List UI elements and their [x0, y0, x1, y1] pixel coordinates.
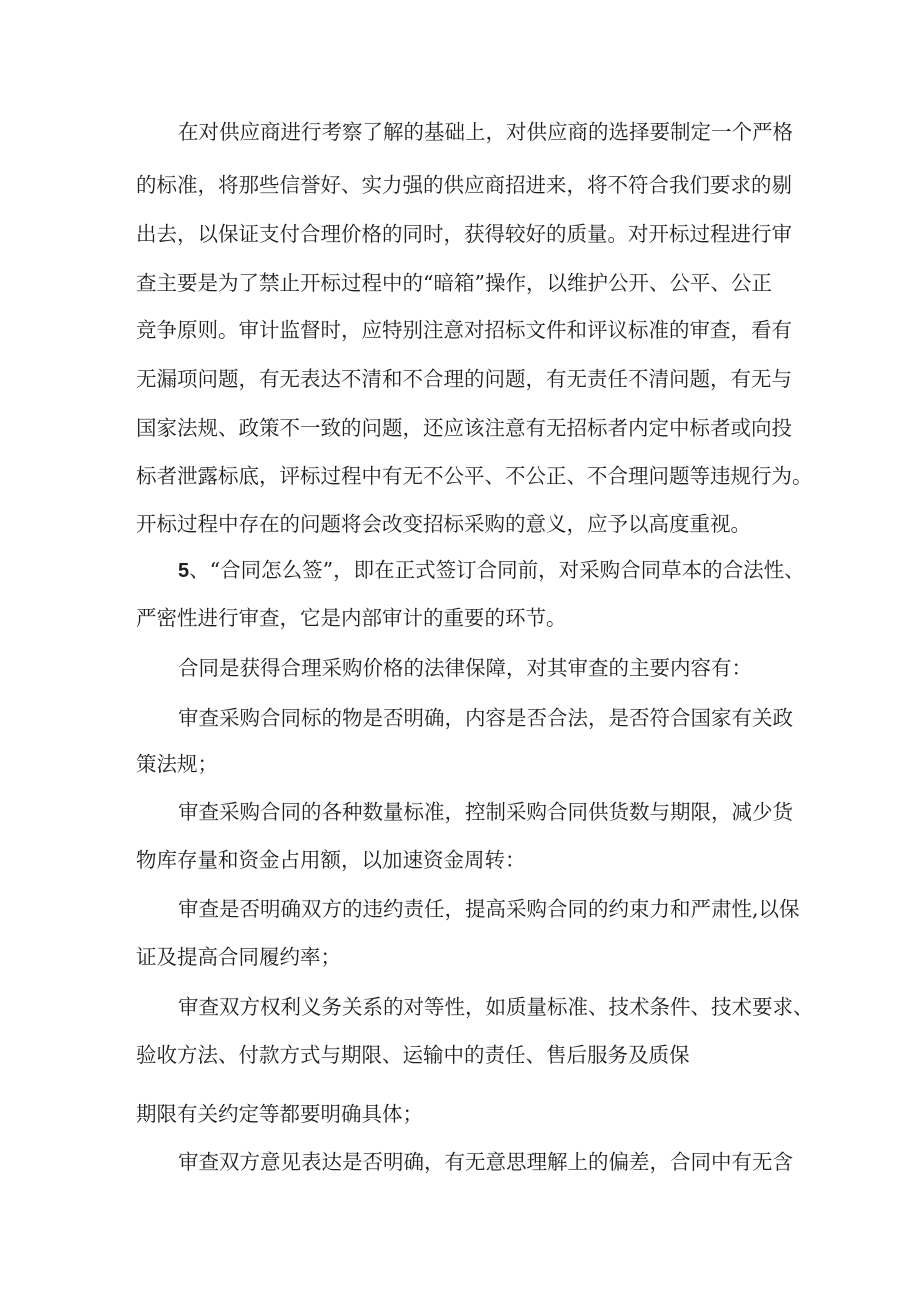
- paragraph-line: 审查双方意见表达是否明确，有无意思理解上的偏差，合同中有无含: [178, 1150, 793, 1174]
- paragraph-line: 竞争原则。审计监督时，应特别注意对招标文件和评议标准的审查，看有: [136, 318, 792, 342]
- numbered-paragraph-line: [178, 558, 805, 583]
- paragraph-line: 的标准，将那些信誉好、实力强的供应商招进来，将不符合我们要求的剔: [136, 173, 792, 197]
- paragraph-line: 在对供应商进行考察了解的基础上，对供应商的选择要制定一个严格: [178, 120, 793, 144]
- paragraph-line: 出去，以保证支付合理价格的同时，获得较好的质量。对开标过程进行审: [136, 222, 792, 246]
- paragraph-line: 查主要是为了禁止开标过程中的“暗箱”操作，以维护公开、公平、公正: [136, 271, 772, 295]
- paragraph-line: 严密性进行审查，它是内部审计的重要的环节。: [136, 606, 567, 630]
- paragraph-line: 审查采购合同的各种数量标准，控制采购合同供货数与期限，减少货: [178, 800, 793, 824]
- paragraph-line: 策法规；: [136, 752, 218, 776]
- paragraph-text: 、“合同怎么签”，即在正式签订合同前，对采购合同草本的合法性、: [189, 558, 805, 582]
- paragraph-line: 无漏项问题，有无表达不清和不合理的问题，有无责任不清问题，有无与: [136, 367, 792, 391]
- item-number: 5: [178, 560, 190, 582]
- paragraph-line: 证及提高合同履约率；: [136, 945, 341, 969]
- paragraph-line: 审查采购合同标的物是否明确，内容是否合法，是否符合国家有关政: [178, 706, 793, 730]
- paragraph-line: 合同是获得合理采购价格的法律保障，对其审查的主要内容有：: [178, 656, 752, 680]
- paragraph-line: 审查是否明确双方的违约责任，提高采购合同的约束力和严肃性,以保: [178, 897, 800, 921]
- paragraph-line: 标者泄露标底，评标过程中有无不公平、不公正、不合理问题等违规行为。: [136, 464, 813, 488]
- paragraph-line: 国家法规、政策不一致的问题，还应该注意有无招标者内定中标者或向投: [136, 416, 792, 440]
- paragraph-line: 物库存量和资金占用额，以加速资金周转：: [136, 848, 526, 872]
- paragraph-line: 审查双方权利义务关系的对等性，如质量标准、技术条件、技术要求、: [178, 995, 814, 1019]
- paragraph-line: 开标过程中存在的问题将会改变招标采购的意义，应予以高度重视。: [136, 512, 751, 536]
- paragraph-line: 期限有关约定等都要明确具体；: [136, 1102, 423, 1126]
- paragraph-line: 验收方法、付款方式与期限、运输中的责任、售后服务及质保: [136, 1043, 690, 1067]
